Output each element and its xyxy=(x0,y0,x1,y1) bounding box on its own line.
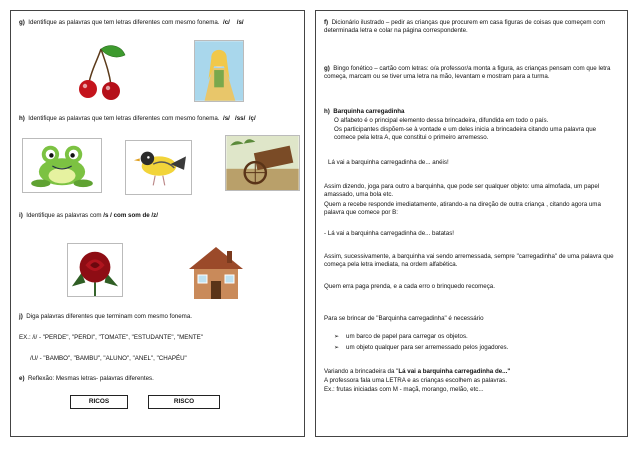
paragraph-1: Assim dizendo, joga para outro a barquinha, que pode ser qualquer objeto: uma almofada, um papel amassado, uma bola etc. xyxy=(324,183,600,199)
box-risco: RISCO xyxy=(148,395,220,409)
rose-image xyxy=(67,243,123,297)
item-e: e) Reflexão: Mesmas letras- palavras diferentes. xyxy=(19,375,154,382)
quote-2: - Lá vai a barquinha carregadinha de... batatas! xyxy=(324,230,455,237)
house-image xyxy=(185,243,247,301)
item-h-p2: Os participantes dispõem-se à vontade e um deles inicia a brincadeira citando uma palavra que comece pela letra A, que constitui o primeiro arremesso. xyxy=(334,126,597,142)
list-item: ➢ um barco de papel para carregar os objetos. xyxy=(334,333,468,340)
right-column xyxy=(315,10,628,437)
princess-image xyxy=(194,40,244,102)
item-h-p1: O alfabeto é o principal elemento dessa brincadeira, difundida em todo o país. xyxy=(334,117,549,124)
left-column xyxy=(10,10,305,437)
paragraph-5: Para se brincar de "Barquinha carregadinha" é necessário xyxy=(324,315,484,322)
quote-1: Lá vai a barquinha carregadinha de... anéis! xyxy=(328,159,449,166)
box-ricos: RICOS xyxy=(70,395,128,409)
arrow-bullet-icon: ➢ xyxy=(334,333,340,340)
final-line-3: Ex.: frutas iniciadas com M - maçã, morango, melão, etc... xyxy=(324,386,484,393)
cart-image xyxy=(225,135,300,191)
final-line-1: Variando a brincadeira da "Lá vai a barquinha carregadinha de..." xyxy=(324,368,511,375)
item-g: g) Identifique as palavras que tem letras diferentes com mesmo fonema. /c/ /s/ xyxy=(19,19,244,26)
item-j-example-2: /U/ - "BAMBO", "BAMBU", "ALUNO", "ANEL", "CHAPÉU" xyxy=(30,355,187,362)
item-i: i) Identifique as palavras com /s / com som de /z/ xyxy=(19,212,158,219)
paragraph-2: Quem a recebe responde imediatamente, atirando-a na direção de outra criança , citando agora uma palavra que comece por B: xyxy=(324,201,601,217)
item-h-title: h) Barquinha carregadinha xyxy=(324,108,405,115)
requirements-list xyxy=(334,333,614,356)
item-h: h) Identifique as palavras que tem letras diferentes com mesmo fonema. /s/ /ss/ /ç/ xyxy=(19,115,256,122)
item-j-example-1: EX.: /i/ - "PERDE", "PERDI", "TOMATE", "ESTUDANTE", "MENTE" xyxy=(19,334,204,341)
item-j: j) Diga palavras diferentes que terminam com mesmo fonema. xyxy=(19,313,192,320)
cherries-image xyxy=(75,41,127,103)
arrow-bullet-icon: ➢ xyxy=(334,344,340,352)
paragraph-4: Quem erra paga prenda, e a cada erro o brinquedo recomeça. xyxy=(324,283,495,290)
list-item: ➢ um objeto qualquer para ser arremessado pelos jogadores. xyxy=(334,344,509,352)
paragraph-3: Assim, sucessivamente, a barquinha vai sendo arremessada, sempre "carregadinha" de uma palavra que começa pela letra imediata, na ordem alfabética. xyxy=(324,253,614,269)
item-f: f) Dicionário ilustrado – pedir as crianças que procurem em casa figuras de coisas que começem com determinada letra e colar na página correspondente. xyxy=(324,19,605,35)
bird-image xyxy=(125,140,192,195)
frog-image xyxy=(22,138,102,193)
final-line-2: A professora fala uma LETRA e as crianças escolhem as palavras. xyxy=(324,377,507,384)
item-g-right: g) Bingo fonético – cartão com letras: o/a professor/a monta a figura, as crianças pensam com que letra começa, marcam ou se tiver uma letra na mão, levantam e mostram para a turma. xyxy=(324,65,611,81)
